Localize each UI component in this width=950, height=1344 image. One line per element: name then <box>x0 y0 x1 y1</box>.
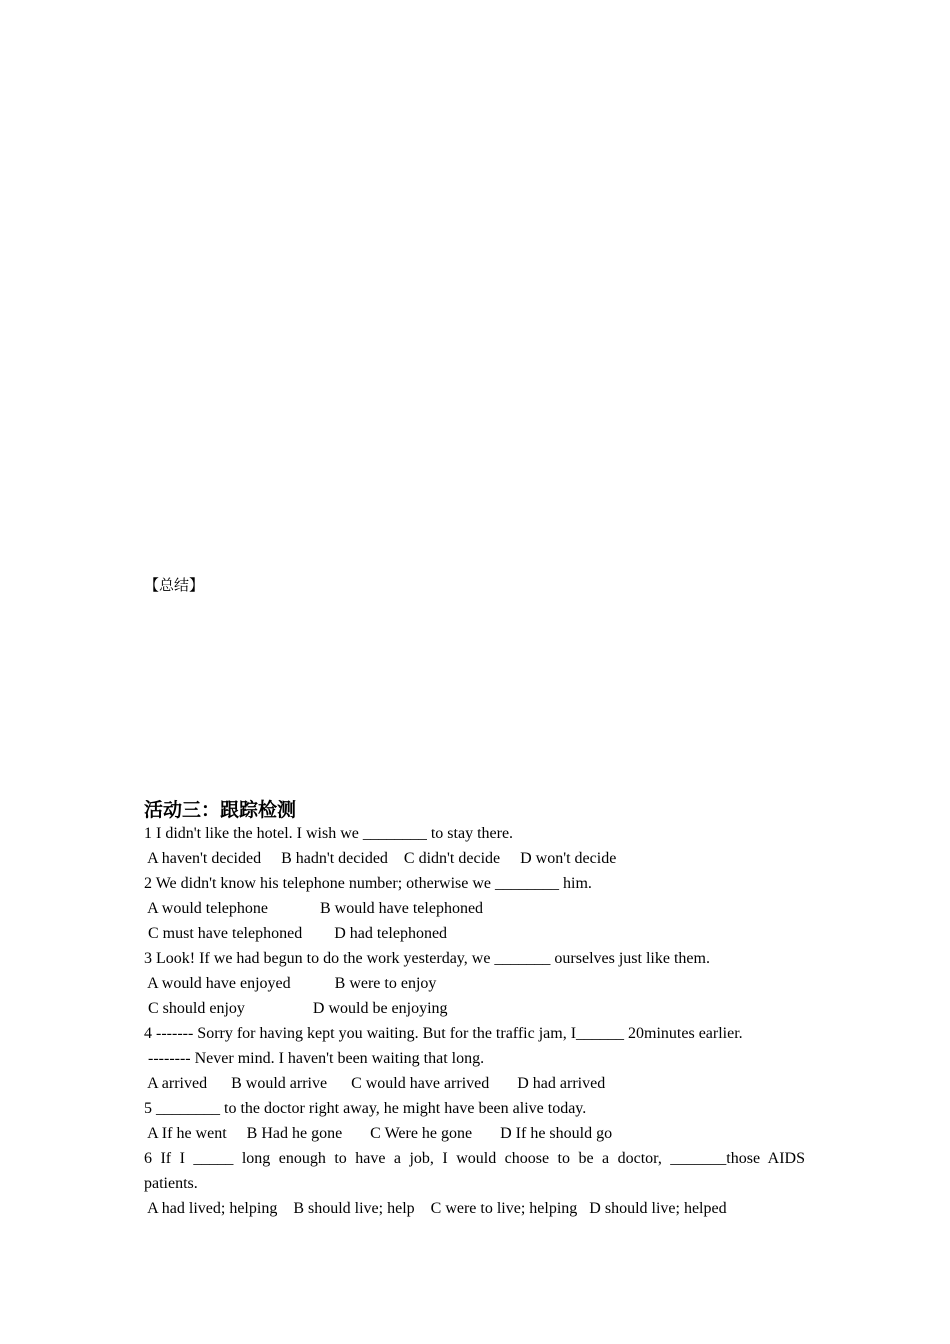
question-1-options: A haven't decided B hadn't decided C didn't decide D won't decide <box>144 850 617 867</box>
question-2-options-cd: C must have telephoned D had telephoned <box>144 925 448 942</box>
question-5: 5 ________ to the doctor right away, he might have been alive today. <box>144 1100 587 1117</box>
question-2: 2 We didn't know his telephone number; otherwise we ________ him. <box>144 875 592 892</box>
question-3: 3 Look! If we had begun to do the work yesterday, we _______ ourselves just like them. <box>144 950 710 967</box>
question-4-options: A arrived B would arrive C would have arrived D had arrived <box>144 1075 606 1092</box>
exercise-content <box>144 821 805 1221</box>
question-6-continued: patients. <box>144 1175 198 1192</box>
question-6-options: A had lived; helping B should live; help C were to live; helping D should live; helped <box>144 1200 727 1217</box>
question-3-options-ab: A would have enjoyed B were to enjoy <box>144 975 437 992</box>
question-4-reply: -------- Never mind. I haven't been waiting that long. <box>144 1050 485 1067</box>
question-2-options-ab: A would telephone B would have telephoned <box>144 900 484 917</box>
summary-label: 【总结】 <box>144 576 205 594</box>
question-4: 4 ------- Sorry for having kept you waiting. But for the traffic jam, I______ 20minutes earlier. <box>144 1025 743 1042</box>
question-5-options: A If he went B Had he gone C Were he gone D If he should go <box>144 1125 613 1142</box>
question-1: 1 I didn't like the hotel. I wish we ________ to stay there. <box>144 825 514 842</box>
activity-title: 活动三：跟踪检测 <box>144 799 297 821</box>
question-6: 6 If I _____ long enough to have a job, I would choose to be a doctor, _______those AIDS <box>144 1150 805 1167</box>
question-3-options-cd: C should enjoy D would be enjoying <box>144 1000 448 1017</box>
